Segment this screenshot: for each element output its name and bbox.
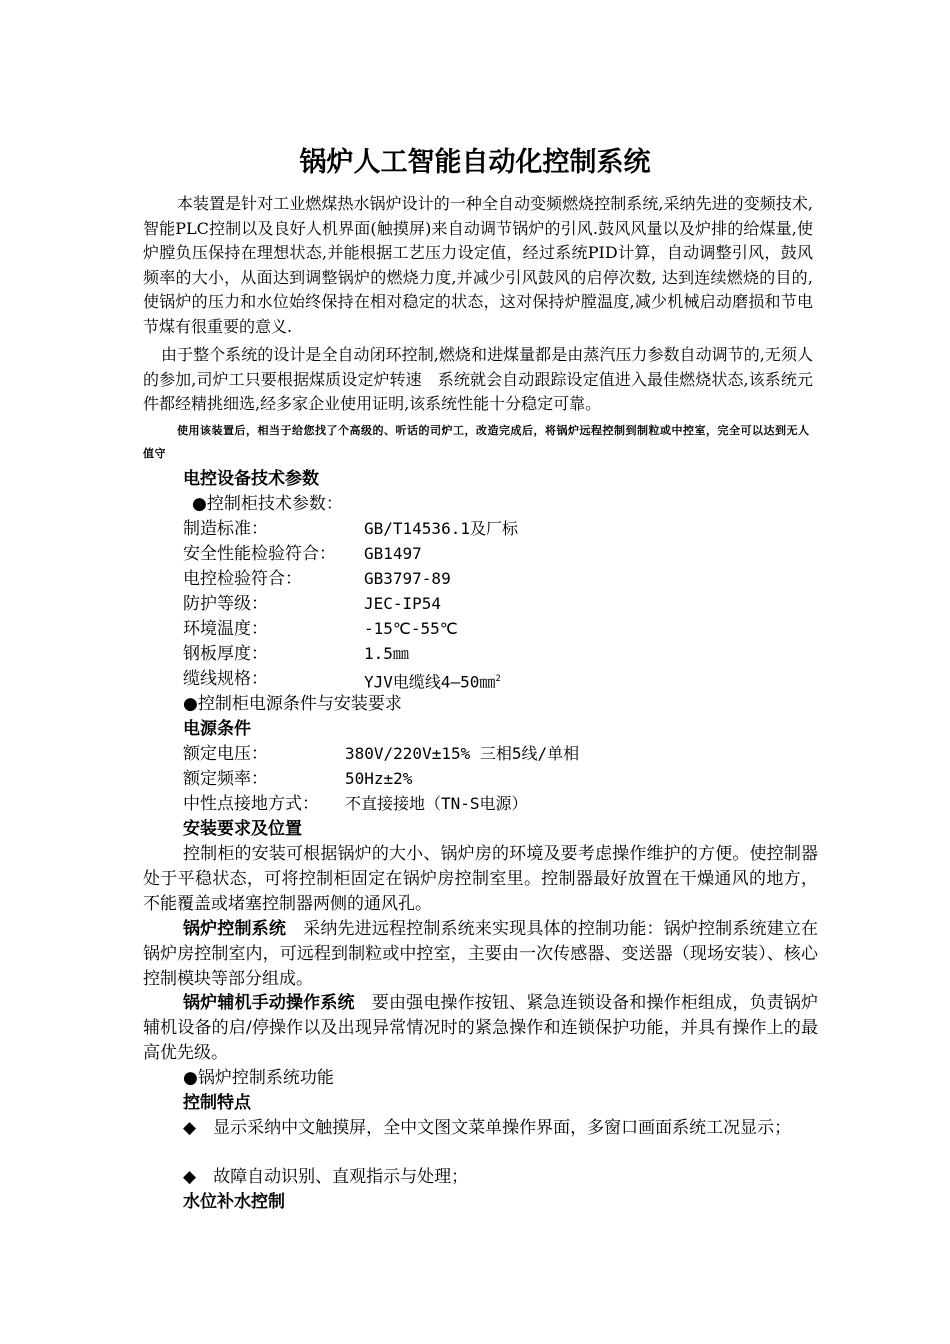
power-conditions-heading: 电源条件 bbox=[183, 719, 251, 739]
intro-paragraph-2: 由于整个系统的设计是全自动闭环控制,燃烧和进煤量都是由蒸汽压力参数自动调节的,无须人的参加,司炉工只要根据煤质设定炉转速 系统就会自动跟踪设定值进入最佳燃烧状态,该系统元件都经精挑细选,经多家企业使用证明,该系统性能十分稳定可靠。 bbox=[143, 345, 813, 414]
param-label: 电控检验符合： bbox=[183, 569, 302, 589]
power-label: 中性点接地方式： bbox=[183, 794, 319, 814]
feature-item: ◆ 显示采纳中文触摸屏，全中文图文菜单操作界面，多窗口画面系统工况显示； bbox=[183, 1118, 792, 1138]
cable-spec-text: YJV电缆线4—50㎜ bbox=[364, 672, 496, 692]
param-value: GB3797-89 bbox=[364, 569, 451, 588]
control-system-paragraph bbox=[143, 917, 818, 992]
param-label: 环境温度： bbox=[183, 619, 268, 639]
water-control-heading: 水位补水控制 bbox=[183, 1192, 285, 1212]
install-paragraph: 控制柜的安装可根据锅炉的大小、锅炉房的环境及要考虑操作维护的方便。使控制器处于平稳状态，可将控制柜固定在锅炉房控制室里。控制器最好放置在干燥通风的地方，不能覆盖或堵塞控制器两侧的通风孔。 bbox=[143, 844, 818, 914]
cabinet-params-heading: ●控制柜技术参数： bbox=[192, 494, 343, 514]
install-heading: 安装要求及位置 bbox=[183, 819, 302, 839]
manual-system-heading: 锅炉辅机手动操作系统 bbox=[183, 993, 355, 1013]
manual-system-paragraph bbox=[143, 991, 818, 1066]
power-label: 额定电压： bbox=[183, 744, 268, 764]
power-label: 额定频率： bbox=[183, 769, 268, 789]
intro-paragraph-1: 本装置是针对工业燃煤热水锅炉设计的一种全自动变频燃烧控制系统,采纳先进的变频技术,智能PLC控制以及良好人机界面(触摸屏)来自动调节锅炉的引风.鼓风风量以及炉排的给煤量,使炉膛负压保持在理想状态,并能根据工艺压力设定值，经过系统PID计算，自动调整引风，鼓风频率的大小，从面达到调整锅炉的燃烧力度,并减少引风鼓风的启停次数, 达到连续燃烧的目的,使锅炉的压力和水位始终保持在相对稳定的状态，这对保持炉膛温度,减少机械启动磨损和节电节煤有很重要的意义. bbox=[143, 194, 813, 336]
power-value: 50Hz±2% bbox=[345, 769, 413, 788]
functions-heading: ●锅炉控制系统功能 bbox=[183, 1068, 334, 1088]
note-paragraph: 使用该装置后，相当于给您找了个高级的、听话的司炉工，改造完成后，将锅炉远程控制到制粒或中控室，完全可以达到无人值守 bbox=[143, 424, 810, 460]
param-value: GB1497 bbox=[364, 544, 422, 563]
param-value: GB/T14536.1及厂标 bbox=[364, 519, 518, 538]
param-label: 缆线规格： bbox=[183, 669, 268, 689]
control-system-heading: 锅炉控制系统 bbox=[183, 919, 286, 939]
section-heading-tech: 电控设备技术参数 bbox=[183, 469, 319, 489]
param-value: 1.5㎜ bbox=[364, 644, 409, 663]
power-value: 380V/220V±15% 三相5线/单相 bbox=[345, 744, 580, 763]
manual-system-text: 要由强电操作按钮、紧急连锁设备和操作柜组成，负责锅炉辅机设备的启/停操作以及出现异常情况时的紧急操作和连锁保护功能，并具有操作上的最高优先级。 bbox=[143, 993, 819, 1063]
param-value: JEC-IP54 bbox=[364, 594, 442, 613]
feature-item: ◆ 故障自动识别、直观指示与处理； bbox=[183, 1167, 469, 1187]
param-label: 安全性能检验符合： bbox=[183, 544, 336, 564]
superscript: 2 bbox=[495, 674, 501, 684]
power-install-heading: ●控制柜电源条件与安装要求 bbox=[183, 694, 402, 714]
param-label: 钢板厚度： bbox=[183, 644, 268, 664]
features-heading: 控制特点 bbox=[183, 1093, 251, 1113]
param-label: 防护等级： bbox=[183, 594, 268, 614]
control-system-text: 采纳先进远程控制系统来实现具体的控制功能：锅炉控制系统建立在锅炉房控制室内，可远程到制粒或中控室，主要由一次传感器、变送器（现场安装）、核心控制模块等部分组成。 bbox=[143, 919, 818, 989]
param-value bbox=[364, 667, 501, 694]
power-value: 不直接接地（TN-S电源） bbox=[345, 794, 528, 813]
document-title: 锅炉人工智能自动化控制系统 bbox=[299, 147, 651, 178]
param-label: 制造标准： bbox=[183, 519, 268, 539]
param-value: -15℃-55℃ bbox=[364, 619, 458, 638]
